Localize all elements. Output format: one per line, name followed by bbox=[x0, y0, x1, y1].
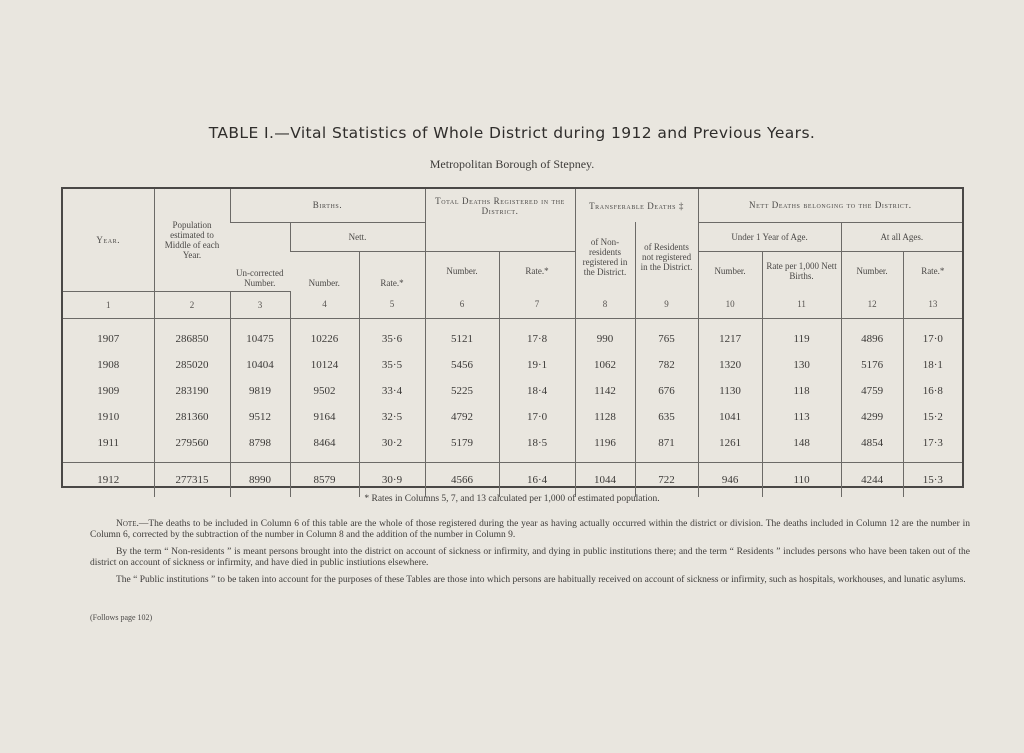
header-all-ages: At all Ages. bbox=[841, 222, 962, 251]
table-cell: 5179 bbox=[425, 430, 499, 456]
vital-statistics-table-frame bbox=[61, 187, 964, 488]
table-cell: 283190 bbox=[154, 378, 230, 404]
note-paragraph-2: By the term “ Non-residents ” is meant persons brought into the district on account of sickness or infirmity, and dying in public institutions there; and the term “ Residents ” includes persons who have been taken out of the district on account of sickness or infirmity, and have died in public instiutions elsewhere. bbox=[90, 547, 970, 568]
table-cell: 17·0 bbox=[903, 326, 962, 352]
table-cell: 4566 bbox=[425, 462, 499, 497]
table-row-1909 bbox=[63, 378, 962, 404]
column-number: 3 bbox=[230, 291, 290, 318]
table-cell: 765 bbox=[635, 326, 698, 352]
table-cell: 1142 bbox=[575, 378, 635, 404]
table-cell: 1909 bbox=[97, 384, 120, 397]
column-number: 8 bbox=[575, 291, 635, 318]
header-under-1-rate: Rate per 1,000 Nett Births. bbox=[762, 251, 841, 291]
table-cell: 18·4 bbox=[499, 378, 575, 404]
table-cell: 18·5 bbox=[499, 430, 575, 456]
table-cell: 17·8 bbox=[499, 326, 575, 352]
header-transferable-deaths: Transferable Deaths ‡ bbox=[575, 189, 698, 222]
header-under-1-number: Number. bbox=[698, 251, 762, 291]
table-cell: 16·4 bbox=[499, 462, 575, 497]
header-under-1-year: Under 1 Year of Age. bbox=[698, 222, 841, 251]
table-cell: 1044 bbox=[575, 462, 635, 497]
header-births-uncorrected: Un-corrected Number. bbox=[230, 222, 290, 291]
header-all-ages-rate: Rate.* bbox=[903, 251, 962, 291]
table-cell: 17·0 bbox=[499, 404, 575, 430]
header-population: Population estimated to Middle of each Year. bbox=[154, 189, 230, 291]
table-cell: 30·9 bbox=[359, 462, 425, 497]
header-year: Year. bbox=[63, 189, 154, 291]
table-cell: 279560 bbox=[154, 430, 230, 456]
table-cell: 1911 bbox=[97, 436, 120, 449]
table-title: TABLE I.—Vital Statistics of Whole District during 1912 and Previous Years. bbox=[208, 124, 816, 142]
table-cell: 113 bbox=[762, 404, 841, 430]
table-cell: 15·3 bbox=[903, 462, 962, 497]
vital-statistics-table bbox=[63, 189, 962, 497]
header-total-deaths-number: Number. bbox=[425, 251, 499, 291]
table-cell: 990 bbox=[575, 326, 635, 352]
table-cell: 9512 bbox=[230, 404, 290, 430]
table-cell: 281360 bbox=[154, 404, 230, 430]
note-paragraph-3: The “ Public institutions ” to be taken into account for the purposes of these Tables are those into which persons are habitually received on account of sickness or infirmity, such as hospitals, workhouses, and lunatic asylums. bbox=[116, 575, 966, 585]
table-cell: 10404 bbox=[230, 352, 290, 378]
table-cell: 10475 bbox=[230, 326, 290, 352]
table-cell: 33·4 bbox=[359, 378, 425, 404]
table-cell: 18·1 bbox=[903, 352, 962, 378]
table-cell: 148 bbox=[762, 430, 841, 456]
table-row-1910 bbox=[63, 404, 962, 430]
table-cell: 1128 bbox=[575, 404, 635, 430]
table-cell: 4854 bbox=[841, 430, 903, 456]
table-cell: 1320 bbox=[698, 352, 762, 378]
table-cell: 17·3 bbox=[903, 430, 962, 456]
table-row-1907 bbox=[63, 326, 962, 352]
table-cell: 1912 bbox=[97, 473, 120, 486]
notes-block bbox=[90, 519, 970, 592]
note-paragraph-1 bbox=[90, 519, 970, 541]
table-cell: 119 bbox=[762, 326, 841, 352]
table-cell: 1910 bbox=[97, 410, 120, 423]
header-births-nett-number: Number. bbox=[308, 278, 340, 288]
header-nett-deaths: Nett Deaths belonging to the District. bbox=[698, 189, 962, 222]
table-cell: 286850 bbox=[154, 326, 230, 352]
table-cell: 871 bbox=[635, 430, 698, 456]
table-cell: 676 bbox=[635, 378, 698, 404]
header-total-deaths: Total Deaths Registered in the District. bbox=[425, 189, 575, 222]
table-cell: 1261 bbox=[698, 430, 762, 456]
column-number: 5 bbox=[359, 291, 425, 318]
column-number-row bbox=[63, 291, 962, 318]
column-number: 7 bbox=[499, 291, 575, 318]
table-cell: 782 bbox=[635, 352, 698, 378]
note-text-1: —The deaths to be included in Column 6 of this table are the whole of those registered during the year as having actually occurred within the district or division. The deaths included in Column 12 are the number in Column 6, corrected by the subtraction of the number in Column 8 and the addition of the number in Column 9. bbox=[90, 519, 970, 540]
column-number: 4 bbox=[290, 291, 359, 318]
table-cell: 5121 bbox=[425, 326, 499, 352]
table-cell: 8990 bbox=[230, 462, 290, 497]
table-cell: 1196 bbox=[575, 430, 635, 456]
table-cell: 8464 bbox=[290, 430, 359, 456]
column-number: 2 bbox=[154, 291, 230, 318]
header-total-deaths-spacer bbox=[425, 222, 575, 251]
header-transferable-residents: of Residents not registered in the District. bbox=[635, 222, 698, 291]
header-total-deaths-rate: Rate.* bbox=[499, 251, 575, 291]
follows-page-note: (Follows page 102) bbox=[90, 613, 153, 622]
table-cell: 9502 bbox=[290, 378, 359, 404]
table-cell: 4792 bbox=[425, 404, 499, 430]
table-cell: 285020 bbox=[154, 352, 230, 378]
table-cell: 9819 bbox=[230, 378, 290, 404]
table-cell: 722 bbox=[635, 462, 698, 497]
table-cell: 1217 bbox=[698, 326, 762, 352]
rates-footnote: * Rates in Columns 5, 7, and 13 calculated per 1,000 of estimated population. bbox=[364, 494, 660, 504]
table-cell: 1908 bbox=[97, 358, 120, 371]
table-cell: 9164 bbox=[290, 404, 359, 430]
note-label: Note. bbox=[116, 519, 139, 529]
column-number: 13 bbox=[903, 291, 962, 318]
table-cell: 1907 bbox=[97, 332, 120, 345]
table-cell: 8579 bbox=[290, 462, 359, 497]
header-all-ages-number: Number. bbox=[841, 251, 903, 291]
table-cell: 1062 bbox=[575, 352, 635, 378]
column-number: 10 bbox=[698, 291, 762, 318]
table-cell: 30·2 bbox=[359, 430, 425, 456]
header-transferable-nonresidents: of Non-residents registered in the District. bbox=[575, 222, 635, 291]
table-cell: 10124 bbox=[290, 352, 359, 378]
table-cell: 10226 bbox=[290, 326, 359, 352]
table-cell: 35·5 bbox=[359, 352, 425, 378]
table-row-1912 bbox=[63, 462, 962, 497]
table-cell: 4244 bbox=[841, 462, 903, 497]
column-number: 9 bbox=[635, 291, 698, 318]
column-number: 1 bbox=[63, 291, 154, 318]
table-subtitle: Metropolitan Borough of Stepney. bbox=[429, 157, 595, 171]
table-cell: 1041 bbox=[698, 404, 762, 430]
table-row-1908 bbox=[63, 352, 962, 378]
table-cell: 4299 bbox=[841, 404, 903, 430]
table-cell: 15·2 bbox=[903, 404, 962, 430]
table-cell: 946 bbox=[698, 462, 762, 497]
table-cell: 5456 bbox=[425, 352, 499, 378]
header-births-nett-rate: Rate.* bbox=[359, 251, 425, 291]
table-cell: 635 bbox=[635, 404, 698, 430]
spacer-row bbox=[63, 318, 962, 326]
table-cell: 19·1 bbox=[499, 352, 575, 378]
table-cell: 35·6 bbox=[359, 326, 425, 352]
table-cell: 118 bbox=[762, 378, 841, 404]
header-births: Births. bbox=[230, 189, 425, 222]
table-cell: 110 bbox=[762, 462, 841, 497]
column-number: 12 bbox=[841, 291, 903, 318]
table-cell: 5176 bbox=[841, 352, 903, 378]
table-row-1911 bbox=[63, 430, 962, 456]
table-cell: 130 bbox=[762, 352, 841, 378]
table-cell: 8798 bbox=[230, 430, 290, 456]
table-cell: 1130 bbox=[698, 378, 762, 404]
column-number: 11 bbox=[762, 291, 841, 318]
table-cell: 5225 bbox=[425, 378, 499, 404]
table-cell: 4896 bbox=[841, 326, 903, 352]
table-cell: 4759 bbox=[841, 378, 903, 404]
header-births-nett: Nett. bbox=[290, 222, 425, 251]
table-cell: 16·8 bbox=[903, 378, 962, 404]
column-number: 6 bbox=[425, 291, 499, 318]
table-cell: 32·5 bbox=[359, 404, 425, 430]
table-cell: 277315 bbox=[154, 462, 230, 497]
